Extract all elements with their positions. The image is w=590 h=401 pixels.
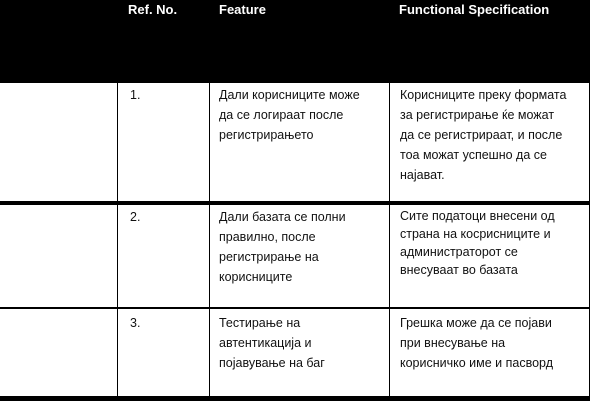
table-row <box>0 309 590 397</box>
row-feature: Тестирање на автентикација и појавување на баг <box>219 316 325 370</box>
table-row <box>0 83 590 201</box>
table-header <box>0 0 590 83</box>
row-specification: Корисниците преку формата за регистрирање ќе можат да се регистрираат, и после тоа можат успешно да се најават. <box>400 88 567 182</box>
header-feature: Feature <box>219 2 266 17</box>
row-feature: Дали корисниците може да се логираат после регистрирањето <box>219 88 360 142</box>
table-bottom-border <box>0 396 590 401</box>
column-divider <box>117 83 118 396</box>
row-ref-number: 3. <box>130 316 141 330</box>
header-ref-no: Ref. No. <box>128 2 178 17</box>
column-divider <box>389 83 390 396</box>
table-row <box>0 205 590 307</box>
row-ref-number: 2. <box>130 210 141 224</box>
row-specification: Сите податоци внесени од страна на косрисниците и администраторот се внесуваат во базата <box>400 209 555 277</box>
row-specification: Грешка може да се појави при внесување на корисничко име и пасворд <box>400 316 554 370</box>
header-functional-specification: Functional Specification <box>399 2 550 17</box>
column-divider <box>209 83 210 396</box>
row-feature: Дали базата се полни правилно, после регистрирање на корисниците <box>219 210 346 284</box>
row-ref-number: 1. <box>130 88 141 102</box>
